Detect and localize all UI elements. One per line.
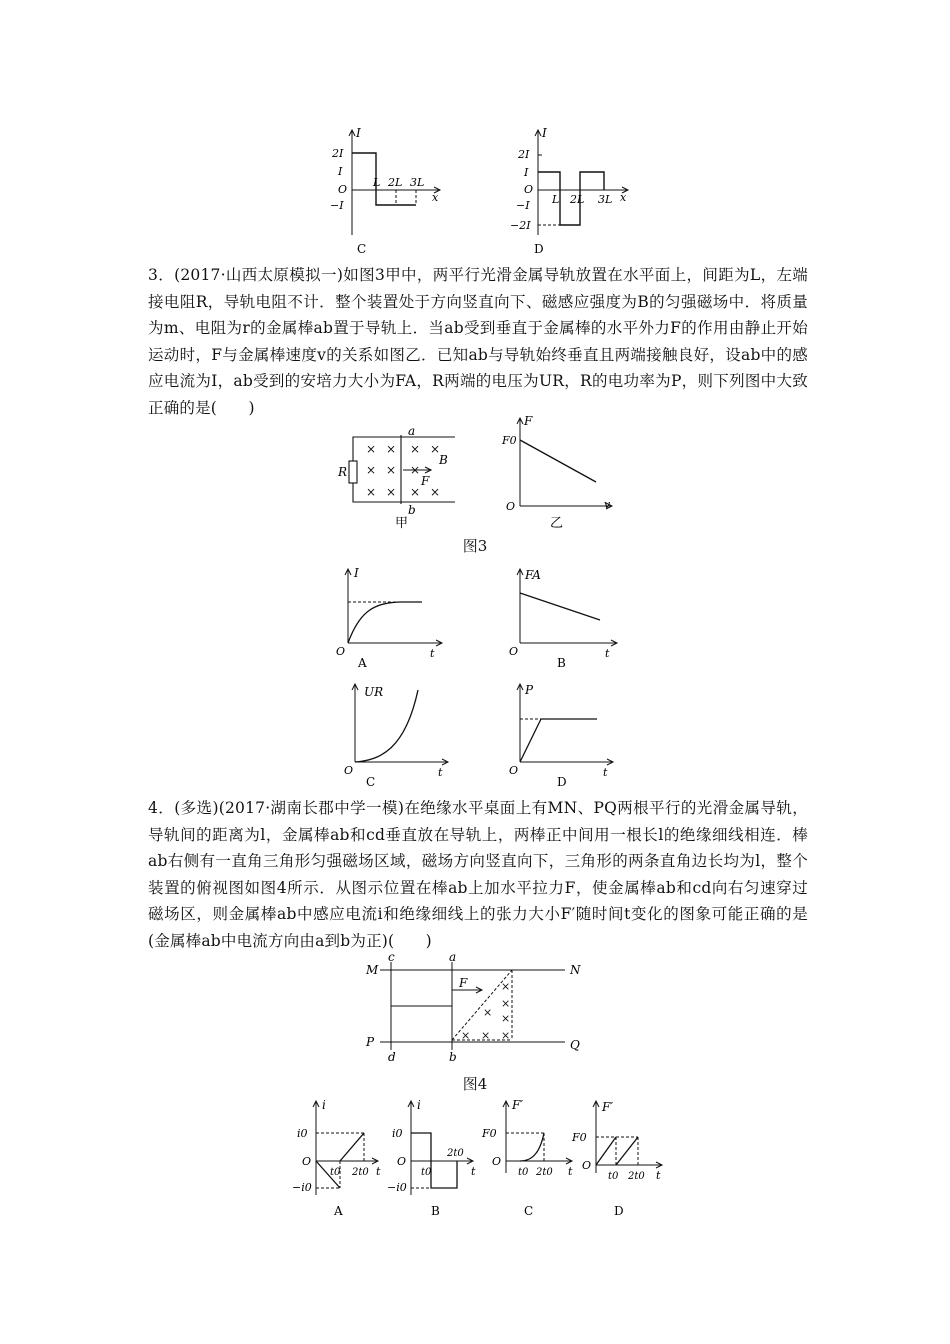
fig4-c: c — [388, 950, 395, 964]
q4-option-c-graph — [480, 1095, 580, 1220]
fig3-cross: × — [386, 485, 397, 499]
q3-option-c-graph — [340, 680, 460, 790]
q4b-yneg: −i0 — [387, 1181, 407, 1194]
q3-option-d-graph — [505, 680, 630, 790]
q2d-ytick-2I: 2I — [518, 148, 530, 161]
q4a-xlabel: t — [376, 1165, 381, 1178]
fig3-yi — [500, 410, 625, 535]
fig3-B-label: B — [439, 453, 448, 467]
q4c-label: C — [524, 1204, 534, 1218]
q2d-ytick-I: I — [524, 166, 529, 179]
fig4-cross: × — [501, 980, 511, 993]
fig3-jia-caption: 甲 — [395, 516, 409, 530]
q4d-x2: 2t0 — [628, 1171, 645, 1182]
q2d-xtick-3L: 3L — [598, 193, 613, 206]
q4a-yneg: −i0 — [292, 1181, 312, 1194]
q4d-ypos: F0 — [572, 1131, 587, 1144]
fig3-yi-F0: F0 — [502, 434, 517, 447]
fig3-F-label: F — [421, 474, 430, 488]
q4d-xlabel: t — [656, 1169, 661, 1182]
q2d-ytick-O: O — [524, 183, 534, 196]
fig4-b: b — [449, 1050, 457, 1064]
fig3-cross: × — [430, 442, 441, 456]
q2d-option-label: D — [534, 242, 544, 256]
q3d-ylabel: P — [525, 683, 534, 697]
q4a-origin: O — [302, 1155, 312, 1168]
fig4-caption: 图4 — [462, 1075, 488, 1093]
fig4-P: P — [366, 1035, 375, 1049]
q4-option-b-graph — [385, 1095, 485, 1220]
fig4-Q: Q — [570, 1038, 580, 1052]
q2d-xtick-L: L — [552, 193, 560, 206]
fig3-cross: × — [410, 485, 421, 499]
q3c-origin: O — [344, 764, 354, 777]
q3c-xlabel: t — [438, 766, 443, 779]
q3d-label: D — [557, 775, 567, 789]
fig4-N: N — [570, 963, 581, 977]
q4d-origin: O — [582, 1159, 592, 1172]
q2c-xlabel: x — [432, 191, 439, 204]
q3d-origin: O — [509, 764, 519, 777]
q2c-ytick-O: O — [338, 183, 348, 196]
fig3-yi-origin: O — [506, 500, 516, 513]
q4a-x1: t0 — [330, 1167, 341, 1178]
fig3-cross: × — [410, 463, 421, 477]
fig3-cross: × — [366, 463, 377, 477]
q3a-ylabel: I — [354, 566, 359, 580]
fig3-cross: × — [366, 442, 377, 456]
q3b-xlabel: t — [605, 647, 610, 660]
q2c-xtick-3L: 3L — [410, 176, 425, 189]
q2-option-d-graph — [510, 125, 640, 265]
fig3-yi-xlabel: v — [604, 498, 611, 511]
fig3-R-label: R — [338, 465, 348, 479]
fig3-cross: × — [430, 485, 441, 499]
q3-text — [148, 262, 808, 421]
q3-option-b-graph — [505, 565, 635, 675]
q4c-xlabel: t — [568, 1165, 573, 1178]
fig4-cross: × — [501, 997, 511, 1010]
q4c-ylabel: F′ — [512, 1098, 524, 1112]
q3c-label: C — [366, 775, 376, 789]
fig3-a-label: a — [408, 425, 416, 438]
fig4-cross: × — [501, 1029, 511, 1042]
q2c-xtick-2L: 2L — [388, 176, 403, 189]
q4b-ypos: i0 — [392, 1127, 403, 1140]
fig4 — [360, 950, 590, 1065]
q4b-origin: O — [397, 1155, 407, 1168]
q4-paragraph: 4．(多选)(2017·湖南长郡中学一模)在绝缘水平桌面上有MN、PQ两根平行的光滑金属导轨，导轨间的距离为l，金属棒ab和cd垂直放在导轨上，两棒正中间用一根长l的绝缘细线相连．棒ab右侧有一直角三角形匀强磁场区域，磁场方向竖直向下，三角形的两条直角边长均为l，整个装置的俯视图如图4所示．从图示位置在棒ab上加水平拉力F，使金属棒ab和cd向右匀速穿过磁场区，则金属棒ab中感应电流i和绝缘细线上的张力大小F′随时间t变化的图象可能正确的是(金属棒ab中电流方向由a到b为正)( ) — [148, 799, 808, 950]
q3a-label: A — [358, 656, 367, 670]
fig3-cross: × — [386, 463, 397, 477]
q3a-xlabel: t — [430, 647, 435, 660]
fig4-d: d — [388, 1050, 396, 1064]
q4-option-d-graph — [570, 1095, 670, 1220]
q2-option-c-graph — [330, 125, 450, 265]
q4b-label: B — [431, 1204, 440, 1218]
q2c-ytick-2I: 2I — [332, 147, 344, 160]
fig3-yi-caption: 乙 — [550, 516, 564, 531]
q4b-xlabel: t — [471, 1165, 476, 1178]
q4d-label: D — [614, 1204, 624, 1218]
fig4-cross: × — [461, 1029, 471, 1042]
q2c-xtick-L: L — [373, 176, 381, 189]
fig4-F: F — [459, 976, 468, 990]
q4a-ypos: i0 — [297, 1127, 308, 1140]
q4c-ypos: F0 — [482, 1127, 497, 1140]
q3b-label: B — [557, 656, 566, 670]
q4d-x1: t0 — [608, 1171, 619, 1182]
fig3-cross: × — [366, 485, 377, 499]
q4b-ylabel: i — [417, 1098, 421, 1112]
q4c-origin: O — [492, 1155, 502, 1168]
fig4-cross: × — [481, 1029, 491, 1042]
q3-paragraph: 3．(2017·山西太原模拟一)如图3甲中，两平行光滑金属导轨放置在水平面上，间距为L，左端接电阻R，导轨电阻不计．整个装置处于方向竖直向下、磁感应强度为B的匀强磁场中．将质量为m、电阻为r的金属棒ab置于导轨上．当ab受到垂直于金属棒的水平外力F的作用由静止开始运动时，F与金属棒速度v的关系如图乙．已知ab与导轨始终垂直且两端接触良好，设ab中的感应电流为I，ab受到的安培力大小为FA，R两端的电压为UR，R的电功率为P，则下列图中大致正确的是( ) — [148, 266, 808, 417]
q2d-ytick-negI: −I — [516, 199, 530, 212]
q4b-x1: t0 — [421, 1167, 432, 1178]
q4d-ylabel: F′ — [602, 1100, 614, 1114]
q2c-ytick-I: I — [338, 165, 343, 178]
q4a-label: A — [334, 1204, 343, 1218]
q4b-x2: 2t0 — [447, 1148, 464, 1159]
q4-option-a-graph — [290, 1095, 390, 1220]
q4-text — [148, 795, 808, 954]
q3d-xlabel: t — [603, 766, 608, 779]
fig4-a: a — [449, 950, 457, 964]
q3c-ylabel: UR — [364, 685, 384, 699]
fig3-jia — [335, 425, 465, 530]
q4a-ylabel: i — [322, 1098, 326, 1112]
q3a-origin: O — [336, 645, 346, 658]
fig3-yi-ylabel: F — [524, 414, 533, 428]
q4c-x1: t0 — [518, 1167, 529, 1178]
fig3-cross: × — [410, 442, 421, 456]
q2d-ylabel: I — [542, 126, 547, 140]
q3b-ylabel: FA — [525, 568, 541, 582]
q4a-x2: 2t0 — [352, 1167, 369, 1178]
q2d-xtick-2L: 2L — [570, 193, 585, 206]
fig3-cross: × — [386, 442, 397, 456]
q2c-ylabel: I — [356, 126, 361, 140]
fig3-caption: 图3 — [462, 537, 488, 555]
q3-option-a-graph — [330, 565, 450, 675]
q2c-option-label: C — [357, 242, 367, 256]
q3b-origin: O — [509, 645, 519, 658]
q4c-x2: 2t0 — [536, 1167, 553, 1178]
fig4-M: M — [366, 963, 379, 977]
q2d-ytick-neg2I: −2I — [510, 219, 531, 232]
fig4-cross: × — [483, 1006, 493, 1019]
q2c-ytick-negI: −I — [330, 199, 344, 212]
fig3-b-label: b — [408, 503, 416, 517]
fig4-cross: × — [501, 1012, 511, 1025]
q2d-xlabel: x — [620, 191, 627, 204]
